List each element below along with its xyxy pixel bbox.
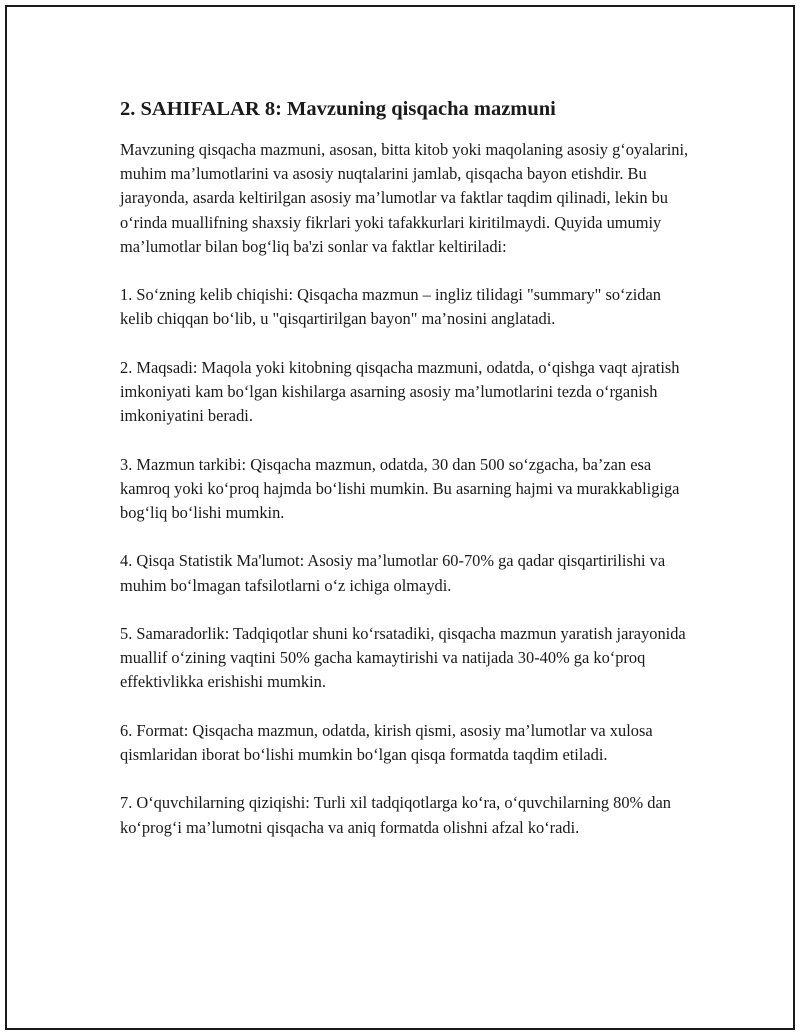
paragraph-reader-interest: 7. O‘quvchilarning qiziqishi: Turli xil tadqiqotlarga ko‘ra, o‘quvchilarning 80% dan ko‘prog‘i ma’lumotni qisqacha va aniq formatda olishni afzal ko‘radi. [120,793,671,837]
paragraph-statistics: 4. Qisqa Statistik Ma'lumot: Asosiy ma’lumotlar 60-70% ga qadar qisqartirilishi va muhim bo‘lmagan tafsilotlarni o‘z ichiga olmaydi. [120,551,666,595]
page-title: 2. SAHIFALAR 8: Mavzuning qisqacha mazmuni [120,98,556,120]
document-content [120,97,695,840]
paragraph-purpose: 2. Maqsadi: Maqola yoki kitobning qisqacha mazmuni, odatda, o‘qishga vaqt ajratish imkoniyati kam bo‘lgan kishilarga asarning asosiy ma’lumotlarini tezda o‘rganish imkoniyatini beradi. [120,357,680,426]
paragraph-format: 6. Format: Qisqacha mazmun, odatda, kirish qismi, asosiy ma’lumotlar va xulosa qismlaridan iborat bo‘lishi mumkin bo‘lgan qisqa formatda taqdim etiladi. [120,720,653,764]
paragraph-efficiency: 5. Samaradorlik: Tadqiqotlar shuni ko‘rsatadiki, qisqacha mazmun yaratish jarayonida muallif o‘zining vaqtini 50% gacha kamaytirishi va natijada 30-40% ga ko‘proq effektivlikka erishishi mumkin. [120,623,686,692]
paragraph-content-structure: 3. Mazmun tarkibi: Qisqacha mazmun, odatda, 30 dan 500 so‘zgacha, ba’zan esa kamroq yoki ko‘proq hajmda bo‘lishi mumkin. Bu asarning hajmi va murakkabligiga bog‘liq bo‘lishi mumkin. [120,454,680,522]
paragraph-word-origin: 1. So‘zning kelib chiqishi: Qisqacha mazmun – ingliz tilidagi "summary" so‘zidan kelib chiqqan bo‘lib, u "qisqartirilgan bayon" ma’nosini anglatadi. [120,285,661,329]
intro-paragraph: Mavzuning qisqacha mazmuni, asosan, bitta kitob yoki maqolaning asosiy g‘oyalarini, muhim ma’lumotlarini va asosiy nuqtalarini jamlab, qisqacha bayon etishdir. Bu jarayonda, asarda keltirilgan asosiy ma’lumotlar va faktlar taqdim qilinadi, lekin bu o‘rinda muallifning shaxsiy fikrlari yoki tafakkurlari kiritilmaydi. Quyida umumiy ma’lumotlar bilan bog‘liq ba'zi sonlar va faktlar keltiriladi: [120,140,689,256]
document-page [5,5,795,1030]
